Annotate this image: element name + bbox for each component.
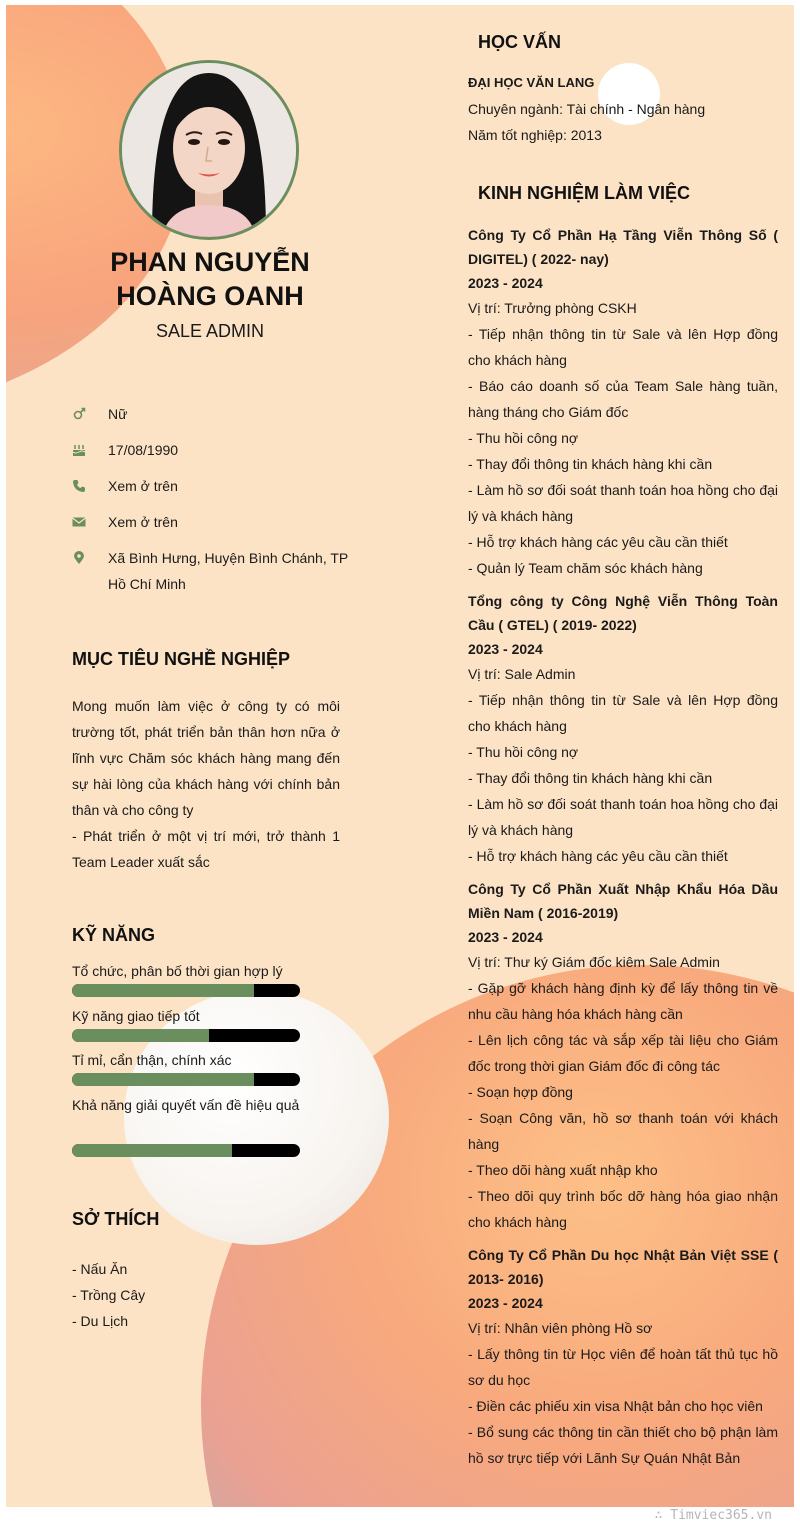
objective-text-2: - Phát triển ở một vị trí mới, trở thành 1 Team Leader xuất sắc (72, 828, 340, 870)
education-title: HỌC VẤN (478, 32, 562, 52)
job-duty: - Theo dõi quy trình bốc dỡ hàng hóa giao nhận cho khách hàng (468, 1188, 778, 1230)
full-name-line1: PHAN NGUYỄN (110, 247, 310, 277)
cv-page (6, 5, 794, 1507)
job-entry (468, 877, 778, 1235)
avatar (119, 60, 299, 240)
job-company: Công Ty Cổ Phần Xuất Nhập Khẩu Hóa Dầu Miền Nam ( 2016-2019) (468, 881, 778, 921)
job-duty: - Thay đổi thông tin khách hàng khi cần (468, 456, 713, 472)
job-company: Công Ty Cổ Phần Hạ Tầng Viễn Thông Số ( DIGITEL) ( 2022- nay) (468, 227, 778, 267)
experience-list (468, 223, 778, 1479)
job-duty: - Báo cáo doanh số của Team Sale hàng tuần, hàng tháng cho Giám đốc (468, 378, 778, 420)
job-duty: - Lên lịch công tác và sắp xếp tài liệu cho Giám đốc trong thời gian Giám đốc đi công tác (468, 1032, 778, 1074)
job-position: Vị trí: Thư ký Giám đốc kiêm Sale Admin (468, 954, 720, 970)
skill-bar (72, 1073, 300, 1086)
job-duty: - Theo dõi hàng xuất nhập kho (468, 1162, 658, 1178)
job-period: 2023 - 2024 (468, 275, 543, 291)
job-duty: - Thu hồi công nợ (468, 744, 579, 760)
job-duty: - Soạn hợp đồng (468, 1084, 573, 1100)
skills-title: KỸ NĂNG (72, 925, 156, 945)
job-duty: - Quản lý Team chăm sóc khách hàng (468, 560, 703, 576)
watermark: ∴ Timviec365.vn (654, 1508, 772, 1523)
education-school: ĐẠI HỌC VĂN LANG (468, 75, 595, 90)
job-duty: - Tiếp nhận thông tin từ Sale và lên Hợp đồng cho khách hàng (468, 326, 778, 368)
job-position: Vị trí: Sale Admin (468, 666, 576, 682)
job-duty: - Tiếp nhận thông tin từ Sale và lên Hợp đồng cho khách hàng (468, 692, 778, 734)
job-company: Tổng công ty Công Nghệ Viễn Thông Toàn Cầu ( GTEL) ( 2019- 2022) (468, 593, 778, 633)
objective-text: Mong muốn làm việc ở công ty có môi trường tốt, phát triển bản thân hơn nữa ở lĩnh vực Chăm sóc khách hàng mang đến sự hài lòng của khách hàng với chính bản thân và cho công ty (72, 698, 340, 818)
hobby-item: - Du Lịch (72, 1313, 129, 1329)
skill-bar-fill (72, 1029, 209, 1042)
job-duty: - Hỗ trợ khách hàng các yêu cầu cần thiết (468, 534, 728, 550)
info-text: 17/08/1990 (108, 442, 179, 458)
hobby-item: - Nấu Ăn (72, 1261, 128, 1277)
skill-bar-fill (72, 1144, 232, 1157)
education-major: Chuyên ngành: Tài chính - Ngân hàng (468, 101, 706, 117)
skill-label: Tỉ mỉ, cẩn thận, chính xác (72, 1052, 232, 1068)
job-entry (468, 223, 778, 581)
education-block (468, 70, 778, 148)
experience-title: KINH NGHIỆM LÀM VIỆC (478, 183, 691, 203)
birthday-cake-icon (72, 443, 86, 457)
job-position: Vị trí: Trưởng phòng CSKH (468, 300, 637, 316)
hobby-item: - Trồng Cây (72, 1287, 146, 1303)
info-text: Xã Bình Hưng, Huyện Bình Chánh, TP Hồ Chí Minh (108, 550, 349, 592)
skill-bar (72, 1029, 300, 1042)
job-duty: - Hỗ trợ khách hàng các yêu cầu cần thiết (468, 848, 728, 864)
envelope-icon (72, 515, 86, 529)
job-title: SALE ADMIN (155, 321, 265, 341)
job-duty: - Thu hồi công nợ (468, 430, 579, 446)
job-duty: - Gặp gỡ khách hàng định kỳ để lấy thông tin về nhu cầu hàng hóa khách hàng cần (468, 980, 778, 1022)
avatar-portrait-icon (122, 63, 296, 237)
job-duty: - Làm hồ sơ đối soát thanh toán hoa hồng cho đại lý và khách hàng (468, 482, 778, 524)
job-period: 2023 - 2024 (468, 929, 543, 945)
objective-title: MỤC TIÊU NGHỀ NGHIỆP (72, 649, 291, 669)
job-duty: - Bổ sung các thông tin cần thiết cho bộ phận làm hồ sơ trực tiếp với Lãnh Sự Quán Nhật Bản (468, 1424, 778, 1466)
skill-bar (72, 984, 300, 997)
skill-bar-fill (72, 1073, 254, 1086)
job-entry (468, 589, 778, 869)
job-company: Công Ty Cổ Phần Du học Nhật Bản Việt SSE ( 2013- 2016) (468, 1247, 778, 1287)
gender-icon (72, 407, 86, 421)
skill-label: Kỹ năng giao tiếp tốt (72, 1008, 200, 1024)
skill-label: Tổ chức, phân bố thời gian hợp lý (72, 963, 283, 979)
job-entry (468, 1243, 778, 1471)
info-text: Nữ (108, 406, 128, 422)
job-duty: - Soạn Công văn, hồ sơ thanh toán với khách hàng (468, 1110, 778, 1152)
skill-bar (72, 1144, 300, 1157)
skill-label: Khả năng giải quyết vấn đề hiệu quả (72, 1097, 300, 1113)
job-duty: - Làm hồ sơ đối soát thanh toán hoa hồng cho đại lý và khách hàng (468, 796, 778, 838)
job-period: 2023 - 2024 (468, 1295, 543, 1311)
job-duty: - Lấy thông tin từ Học viên để hoàn tất thủ tục hồ sơ du học (468, 1346, 778, 1388)
full-name-line2: HOÀNG OANH (116, 281, 304, 311)
job-position: Vị trí: Nhân viên phòng Hồ sơ (468, 1320, 653, 1336)
hobbies-title: SỞ THÍCH (72, 1209, 160, 1229)
job-period: 2023 - 2024 (468, 641, 543, 657)
skill-bar-fill (72, 984, 254, 997)
education-graduation: Năm tốt nghiệp: 2013 (468, 127, 602, 143)
job-duty: - Điền các phiếu xin visa Nhật bản cho học viên (468, 1398, 763, 1414)
info-text: Xem ở trên (108, 514, 178, 530)
job-duty: - Thay đổi thông tin khách hàng khi cần (468, 770, 713, 786)
info-text: Xem ở trên (108, 478, 178, 494)
map-marker-icon (72, 551, 86, 565)
phone-icon (72, 479, 86, 493)
